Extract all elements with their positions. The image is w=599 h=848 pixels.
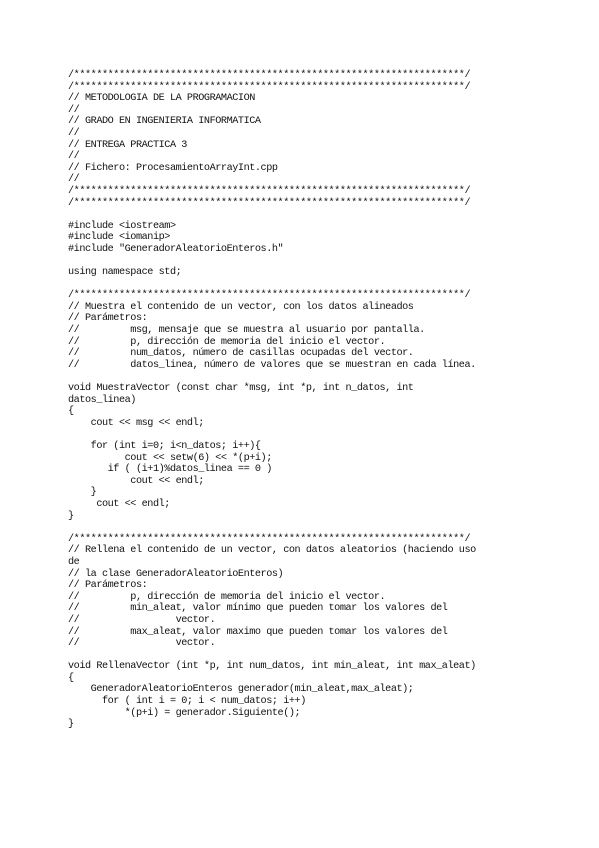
code-line <box>68 371 538 383</box>
code-line: cout << endl; <box>68 475 204 487</box>
code-line: } <box>68 510 74 522</box>
code-line: for (int i=0; i<n_datos; i++){ <box>68 441 261 452</box>
code-line: #include <iomanip> <box>68 232 170 244</box>
code-line: // Parámetros: <box>68 580 148 592</box>
code-line: /*********************************************************************/ <box>68 290 471 302</box>
code-line: // Parámetros: <box>68 313 148 325</box>
code-line: void RellenaVector (int *p, int num_datos, int min_aleat, int max_aleat) <box>68 661 476 673</box>
code-line: // min_aleat, valor mínimo que pueden tomar los valores del <box>68 603 448 615</box>
code-line: for ( int i = 0; i < num_datos; i++) <box>68 696 306 708</box>
code-line <box>68 429 538 441</box>
code-line: void MuestraVector (const char *msg, int *p, int n_datos, int <box>68 383 414 395</box>
code-line: de <box>68 556 80 568</box>
code-line: /*********************************************************************/ <box>68 197 471 209</box>
code-line: // <box>68 104 80 116</box>
code-line: cout << msg << endl; <box>68 417 204 429</box>
code-line: // <box>68 127 80 139</box>
code-line <box>68 209 538 221</box>
code-line: if ( (i+1)%datos_linea == 0 ) <box>68 464 272 476</box>
code-line: // <box>68 151 80 163</box>
code-line: /*********************************************************************/ <box>68 185 471 197</box>
code-line: // vector. <box>68 614 216 626</box>
code-line <box>68 522 538 534</box>
code-line: // <box>68 174 80 186</box>
code-line <box>68 279 538 291</box>
code-line: // datos_linea, número de valores que se muestran en cada línea. <box>68 359 476 371</box>
code-line: } <box>68 719 74 731</box>
code-line: // max_aleat, valor maximo que pueden tomar los valores del <box>68 626 448 638</box>
code-line: // Muestra el contenido de un vector, con los datos alineados <box>68 301 414 313</box>
code-line: // METODOLOGIA DE LA PROGRAMACION <box>68 93 255 105</box>
code-line <box>68 650 538 662</box>
code-line: // p, dirección de memoria del inicio el vector. <box>68 336 386 348</box>
code-line: // msg, mensaje que se muestra al usuario por pantalla. <box>68 325 425 337</box>
code-line: // GRADO EN INGENIERIA INFORMATICA <box>68 116 261 128</box>
code-line: // la clase GeneradorAleatorioEnteros) <box>68 568 284 580</box>
code-line: // ENTREGA PRACTICA 3 <box>68 139 187 151</box>
code-line: { <box>68 406 74 418</box>
code-line: /*********************************************************************/ <box>68 70 471 81</box>
code-line: using namespace std; <box>68 267 182 279</box>
code-line: GeneradorAleatorioEnteros generador(min_aleat,max_aleat); <box>68 684 414 696</box>
code-line: // vector. <box>68 638 216 650</box>
code-line: // num_datos, número de casillas ocupadas del vector. <box>68 348 414 360</box>
code-line: // Rellena el contenido de un vector, con datos aleatorios (haciendo uso <box>68 545 476 557</box>
code-line: // Fichero: ProcesamientoArrayInt.cpp <box>68 162 278 174</box>
code-line: } <box>68 487 97 499</box>
code-line: *(p+i) = generador.Siguiente(); <box>68 707 301 719</box>
code-line: /*********************************************************************/ <box>68 81 471 93</box>
code-line: #include "GeneradorAleatorioEnteros.h" <box>68 243 284 255</box>
code-line: datos_linea) <box>68 394 136 406</box>
code-line: cout << endl; <box>68 498 170 510</box>
code-line: // p, dirección de memoria del inicio el vector. <box>68 591 386 603</box>
code-line: #include <iostream> <box>68 220 176 232</box>
code-line <box>68 256 538 268</box>
code-line: /*********************************************************************/ <box>68 533 471 545</box>
code-line: cout << setw(6) << *(p+i); <box>68 452 272 464</box>
source-code-listing <box>68 70 538 731</box>
code-line: { <box>68 672 74 684</box>
